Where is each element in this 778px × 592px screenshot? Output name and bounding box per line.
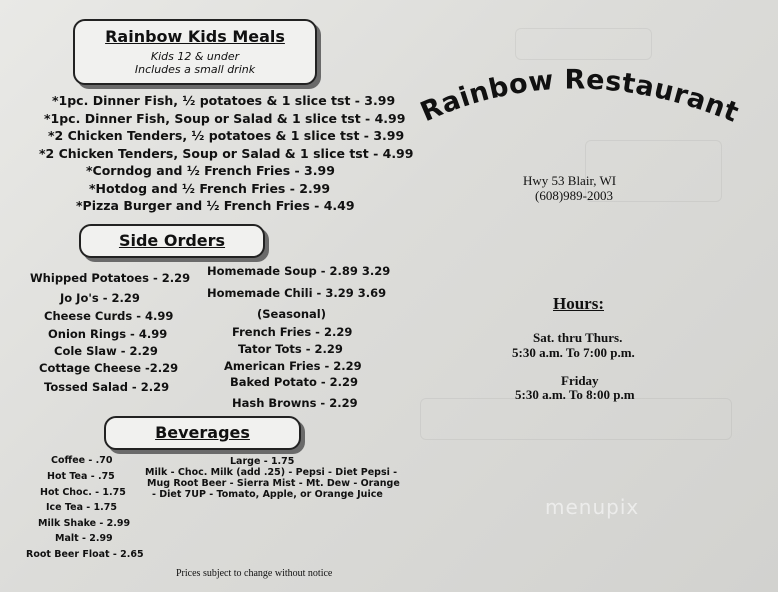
side-item: Onion Rings - 4.99 <box>48 327 168 341</box>
beverage-item: Milk - Choc. Milk (add .25) - Pepsi - Diet Pepsi - <box>145 467 398 478</box>
side-item: French Fries - 2.29 <box>232 325 353 339</box>
ghost-box <box>420 398 732 440</box>
hours-line: Friday <box>561 373 599 388</box>
beverages-title: Beverages <box>155 423 250 442</box>
kids-item: *Pizza Burger and ½ French Fries - 4.49 <box>76 198 355 213</box>
hours-title: Hours: <box>553 294 604 313</box>
beverage-item: Hot Choc. - 1.75 <box>40 487 126 498</box>
side-item: Jo Jo's - 2.29 <box>60 291 140 305</box>
beverage-item: - Diet 7UP - Tomato, Apple, or Orange Juice <box>152 489 383 500</box>
svg-text:Rainbow Restaurant <box>416 64 743 128</box>
side-item: Baked Potato - 2.29 <box>230 375 359 389</box>
beverage-item: Mug Root Beer - Sierra Mist - Mt. Dew - Orange <box>147 478 400 489</box>
kids-meals-title: Rainbow Kids Meals <box>105 27 285 46</box>
side-item: Homemade Soup - 2.89 3.29 <box>207 264 391 278</box>
side-item: American Fries - 2.29 <box>224 359 362 373</box>
restaurant-phone: (608)989-2003 <box>535 188 613 203</box>
footer-note: Prices subject to change without notice <box>176 568 333 579</box>
beverages-header-box <box>104 416 301 450</box>
kids-item: *Corndog and ½ French Fries - 3.99 <box>86 163 335 178</box>
hours-line: Sat. thru Thurs. <box>533 330 623 345</box>
side-item: Homemade Chili - 3.29 3.69 <box>207 286 387 300</box>
restaurant-name-arc <box>395 45 765 145</box>
beverage-item: Coffee - .70 <box>51 455 113 466</box>
kids-meals-subtitle-age: Kids 12 & under <box>150 50 240 63</box>
side-orders-header-box <box>79 224 265 258</box>
beverage-item: Milk Shake - 2.99 <box>38 518 131 529</box>
kids-item: *2 Chicken Tenders, Soup or Salad & 1 slice tst - 4.99 <box>39 146 414 161</box>
beverage-item: Ice Tea - 1.75 <box>46 502 117 513</box>
watermark: menupix <box>545 495 640 519</box>
side-item: (Seasonal) <box>257 307 326 321</box>
beverage-item: Malt - 2.99 <box>55 533 113 544</box>
side-item: Whipped Potatoes - 2.29 <box>30 271 191 285</box>
side-orders-title: Side Orders <box>118 231 226 250</box>
kids-item: *2 Chicken Tenders, ½ potatoes & 1 slice tst - 3.99 <box>48 128 405 143</box>
kids-item: *Hotdog and ½ French Fries - 2.99 <box>89 181 331 196</box>
beverage-item: Root Beer Float - 2.65 <box>26 549 144 560</box>
restaurant-name: Rainbow Restaurant <box>416 64 744 129</box>
side-item: Tator Tots - 2.29 <box>238 342 343 356</box>
beverage-item: Hot Tea - .75 <box>47 471 115 482</box>
kids-item: *1pc. Dinner Fish, ½ potatoes & 1 slice tst - 3.99 <box>52 93 396 108</box>
hours-line: 5:30 a.m. To 7:00 p.m. <box>512 345 635 360</box>
side-item: Cole Slaw - 2.29 <box>54 344 158 358</box>
kids-meals-header-box <box>73 19 317 85</box>
kids-item: *1pc. Dinner Fish, Soup or Salad & 1 slice tst - 4.99 <box>44 111 406 126</box>
beverage-item: Large - 1.75 <box>230 456 295 467</box>
hours-line: 5:30 a.m. To 8:00 p.m <box>515 387 635 402</box>
side-item: Cottage Cheese -2.29 <box>39 361 179 375</box>
side-item: Tossed Salad - 2.29 <box>44 380 170 394</box>
side-item: Hash Browns - 2.29 <box>232 396 358 410</box>
side-item: Cheese Curds - 4.99 <box>44 309 174 323</box>
restaurant-address: Hwy 53 Blair, WI <box>523 173 617 188</box>
kids-meals-subtitle-drink: Includes a small drink <box>134 63 256 76</box>
